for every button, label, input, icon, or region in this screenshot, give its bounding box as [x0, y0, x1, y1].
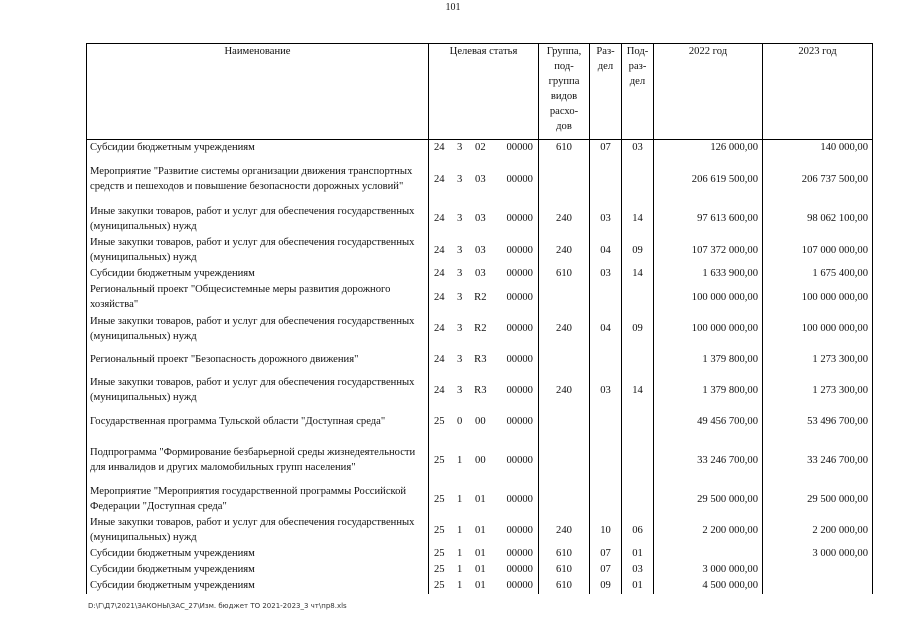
- target-article-part: 03: [475, 173, 486, 185]
- row-expense-group: 610: [539, 562, 590, 578]
- target-article-part: 24: [434, 173, 445, 185]
- target-article-part: 03: [475, 244, 486, 256]
- row-target-article: [429, 235, 539, 266]
- target-article-part: 00000: [506, 548, 533, 559]
- row-target-article: [429, 345, 539, 375]
- row-target-article: [429, 156, 539, 203]
- row-section: 03: [590, 375, 622, 406]
- row-subsection: [622, 282, 654, 313]
- row-expense-group: 240: [539, 515, 590, 546]
- row-amount-2023: 1 273 300,00: [763, 345, 873, 375]
- target-article-part: 3: [457, 354, 463, 365]
- row-subsection: [622, 345, 654, 375]
- target-article-part: 01: [475, 524, 486, 536]
- row-section: 07: [590, 546, 622, 562]
- row-amount-2022: 126 000,00: [654, 140, 763, 156]
- row-amount-2023: 2 200 000,00: [763, 515, 873, 546]
- target-article-part: 00: [475, 454, 486, 466]
- row-name: Мероприятие "Мероприятия государственной программы Российской Федерации "Доступная среда": [87, 484, 429, 515]
- header-expense-group: Группа, под- группа видов расхо- дов: [539, 44, 590, 140]
- target-article-part: 3: [457, 268, 463, 279]
- row-section: 07: [590, 140, 622, 156]
- row-amount-2023: 33 246 700,00: [763, 437, 873, 484]
- target-article-part: 00000: [506, 384, 533, 396]
- row-amount-2022: 29 500 000,00: [654, 484, 763, 515]
- row-amount-2022: 107 372 000,00: [654, 235, 763, 266]
- target-article-part: 3: [457, 244, 463, 256]
- row-section: 10: [590, 515, 622, 546]
- table-row: [87, 375, 873, 406]
- target-article-part: 01: [475, 548, 486, 559]
- target-article-part: 3: [457, 291, 463, 303]
- target-article-part: 25: [434, 580, 445, 591]
- target-article-part: 3: [457, 213, 463, 224]
- row-section: 07: [590, 562, 622, 578]
- row-target-article: [429, 313, 539, 345]
- target-article-part: 1: [457, 524, 463, 536]
- table-row: [87, 203, 873, 235]
- target-article-part: 1: [457, 564, 463, 575]
- target-article-part: 3: [457, 142, 463, 154]
- row-name: Субсидии бюджетным учреждениям: [87, 140, 429, 156]
- row-amount-2023: 53 496 700,00: [763, 406, 873, 437]
- target-article-part: 25: [434, 548, 445, 559]
- row-name: Региональный проект "Общесистемные меры развития дорожного хозяйства": [87, 282, 429, 313]
- row-target-article: [429, 375, 539, 406]
- row-amount-2022: 97 613 600,00: [654, 203, 763, 235]
- row-expense-group: 240: [539, 203, 590, 235]
- header-year-2023: 2023 год: [763, 44, 873, 140]
- row-expense-group: [539, 437, 590, 484]
- target-article-part: 25: [434, 564, 445, 575]
- row-section: [590, 156, 622, 203]
- target-article-part: 00: [475, 415, 486, 427]
- row-amount-2022: 100 000 000,00: [654, 282, 763, 313]
- row-target-article: [429, 515, 539, 546]
- row-amount-2023: 1 273 300,00: [763, 375, 873, 406]
- row-amount-2023: 1 675 400,00: [763, 266, 873, 282]
- row-name: Субсидии бюджетным учреждениям: [87, 578, 429, 594]
- target-article-part: 3: [457, 323, 463, 334]
- row-expense-group: 610: [539, 546, 590, 562]
- table-row: [87, 140, 873, 156]
- row-subsection: 03: [622, 140, 654, 156]
- target-article-part: 24: [434, 213, 445, 224]
- row-amount-2023: 100 000 000,00: [763, 282, 873, 313]
- row-expense-group: 610: [539, 578, 590, 594]
- target-article-part: 00000: [506, 244, 533, 256]
- row-subsection: 01: [622, 546, 654, 562]
- row-name: Иные закупки товаров, работ и услуг для обеспечения государственных (муниципальных) нужд: [87, 375, 429, 406]
- target-article-part: 24: [434, 291, 445, 303]
- row-subsection: 06: [622, 515, 654, 546]
- row-subsection: [622, 156, 654, 203]
- target-article-part: 0: [457, 415, 463, 427]
- file-path-footer: D:\Г\Д7\2021\ЗАКОНЫ\ЗАС_27\Изм. бюджет ТО 2021-2023_3 чт\пр8.xls: [88, 602, 347, 610]
- row-subsection: 09: [622, 313, 654, 345]
- target-article-part: 24: [434, 354, 445, 365]
- target-article-part: 02: [475, 142, 486, 154]
- target-article-part: 00000: [506, 142, 533, 154]
- row-subsection: [622, 406, 654, 437]
- target-article-part: 00000: [506, 268, 533, 279]
- table-row: [87, 406, 873, 437]
- target-article-part: R2: [474, 323, 487, 334]
- row-section: [590, 484, 622, 515]
- row-amount-2022: 206 619 500,00: [654, 156, 763, 203]
- row-amount-2023: 29 500 000,00: [763, 484, 873, 515]
- target-article-part: R3: [474, 384, 487, 396]
- target-article-part: 1: [457, 580, 463, 591]
- row-expense-group: 240: [539, 313, 590, 345]
- row-expense-group: [539, 345, 590, 375]
- row-expense-group: [539, 406, 590, 437]
- target-article-part: 00000: [506, 415, 533, 427]
- row-amount-2022: 2 200 000,00: [654, 515, 763, 546]
- budget-table-container: [86, 43, 873, 594]
- row-amount-2022: 1 633 900,00: [654, 266, 763, 282]
- row-target-article: [429, 546, 539, 562]
- target-article-part: 1: [457, 454, 463, 466]
- row-section: 03: [590, 266, 622, 282]
- row-section: 09: [590, 578, 622, 594]
- target-article-part: 3: [457, 384, 463, 396]
- target-article-part: 00000: [506, 213, 533, 224]
- table-row: [87, 282, 873, 313]
- target-article-part: 00000: [506, 323, 533, 334]
- row-target-article: [429, 406, 539, 437]
- target-article-part: 24: [434, 142, 445, 154]
- target-article-part: 24: [434, 384, 445, 396]
- header-section: Раз- дел: [590, 44, 622, 140]
- target-article-part: 03: [475, 268, 486, 279]
- target-article-part: 01: [475, 493, 486, 505]
- row-target-article: [429, 578, 539, 594]
- row-name: Региональный проект "Безопасность дорожного движения": [87, 345, 429, 375]
- row-section: [590, 437, 622, 484]
- header-name: Наименование: [87, 44, 429, 140]
- row-amount-2023: [763, 578, 873, 594]
- table-row: [87, 515, 873, 546]
- target-article-part: 24: [434, 268, 445, 279]
- table-row: [87, 266, 873, 282]
- header-year-2022: 2022 год: [654, 44, 763, 140]
- target-article-part: R3: [474, 354, 487, 365]
- row-name: Государственная программа Тульской области "Доступная среда": [87, 406, 429, 437]
- row-subsection: 14: [622, 203, 654, 235]
- row-name: Субсидии бюджетным учреждениям: [87, 546, 429, 562]
- target-article-part: 00000: [506, 454, 533, 466]
- table-header-row: [87, 44, 873, 140]
- row-amount-2022: 33 246 700,00: [654, 437, 763, 484]
- row-subsection: 09: [622, 235, 654, 266]
- row-amount-2023: 3 000 000,00: [763, 546, 873, 562]
- table-row: [87, 235, 873, 266]
- table-row: [87, 156, 873, 203]
- target-article-part: R2: [474, 291, 487, 303]
- row-subsection: 03: [622, 562, 654, 578]
- row-amount-2023: 100 000 000,00: [763, 313, 873, 345]
- row-amount-2022: 49 456 700,00: [654, 406, 763, 437]
- target-article-part: 00000: [506, 524, 533, 536]
- target-article-part: 1: [457, 493, 463, 505]
- target-article-part: 25: [434, 454, 445, 466]
- row-target-article: [429, 203, 539, 235]
- row-amount-2023: 140 000,00: [763, 140, 873, 156]
- target-article-part: 03: [475, 213, 486, 224]
- row-expense-group: 610: [539, 140, 590, 156]
- target-article-part: 01: [475, 564, 486, 575]
- row-section: [590, 406, 622, 437]
- row-section: 04: [590, 313, 622, 345]
- row-amount-2022: 3 000 000,00: [654, 562, 763, 578]
- row-subsection: [622, 484, 654, 515]
- table-row: [87, 345, 873, 375]
- row-section: 04: [590, 235, 622, 266]
- row-name: Иные закупки товаров, работ и услуг для обеспечения государственных (муниципальных) нужд: [87, 235, 429, 266]
- row-section: [590, 282, 622, 313]
- row-amount-2023: [763, 562, 873, 578]
- row-target-article: [429, 437, 539, 484]
- row-expense-group: [539, 282, 590, 313]
- target-article-part: 00000: [506, 354, 533, 365]
- target-article-part: 00000: [506, 580, 533, 591]
- row-expense-group: 240: [539, 375, 590, 406]
- row-target-article: [429, 140, 539, 156]
- row-amount-2022: 1 379 800,00: [654, 375, 763, 406]
- table-row: [87, 578, 873, 594]
- target-article-part: 3: [457, 173, 463, 185]
- row-name: Иные закупки товаров, работ и услуг для обеспечения государственных (муниципальных) нужд: [87, 515, 429, 546]
- row-target-article: [429, 484, 539, 515]
- row-amount-2022: 4 500 000,00: [654, 578, 763, 594]
- table-row: [87, 562, 873, 578]
- row-name: Иные закупки товаров, работ и услуг для обеспечения государственных (муниципальных) нужд: [87, 313, 429, 345]
- target-article-part: 24: [434, 323, 445, 334]
- row-expense-group: 240: [539, 235, 590, 266]
- table-row: [87, 546, 873, 562]
- row-target-article: [429, 562, 539, 578]
- row-expense-group: [539, 156, 590, 203]
- row-target-article: [429, 282, 539, 313]
- header-subsection: Под- раз- дел: [622, 44, 654, 140]
- table-row: [87, 484, 873, 515]
- row-section: [590, 345, 622, 375]
- row-amount-2022: 1 379 800,00: [654, 345, 763, 375]
- row-amount-2023: 98 062 100,00: [763, 203, 873, 235]
- target-article-part: 01: [475, 580, 486, 591]
- row-expense-group: [539, 484, 590, 515]
- row-subsection: 14: [622, 266, 654, 282]
- row-subsection: 01: [622, 578, 654, 594]
- target-article-part: 25: [434, 415, 445, 427]
- target-article-part: 25: [434, 524, 445, 536]
- row-amount-2022: 100 000 000,00: [654, 313, 763, 345]
- target-article-part: 24: [434, 244, 445, 256]
- row-name: Субсидии бюджетным учреждениям: [87, 266, 429, 282]
- target-article-part: 00000: [506, 291, 533, 303]
- row-target-article: [429, 266, 539, 282]
- table-row: [87, 437, 873, 484]
- row-expense-group: 610: [539, 266, 590, 282]
- target-article-part: 00000: [506, 564, 533, 575]
- table-row: [87, 313, 873, 345]
- target-article-part: 00000: [506, 493, 533, 505]
- budget-table: [86, 43, 873, 594]
- row-name: Субсидии бюджетным учреждениям: [87, 562, 429, 578]
- target-article-part: 1: [457, 548, 463, 559]
- row-amount-2022: [654, 546, 763, 562]
- target-article-part: 00000: [506, 173, 533, 185]
- row-name: Иные закупки товаров, работ и услуг для обеспечения государственных (муниципальных) нужд: [87, 203, 429, 235]
- page-number: 101: [445, 2, 461, 13]
- header-target-article: Целевая статья: [429, 44, 539, 140]
- row-name: Мероприятие "Развитие системы организации движения транспортных средств и пешеходов и повышение безопасности дорожных условий": [87, 156, 429, 203]
- row-section: 03: [590, 203, 622, 235]
- row-amount-2023: 206 737 500,00: [763, 156, 873, 203]
- row-subsection: [622, 437, 654, 484]
- target-article-part: 25: [434, 493, 445, 505]
- row-amount-2023: 107 000 000,00: [763, 235, 873, 266]
- row-name: Подпрограмма "Формирование безбарьерной среды жизнедеятельности для инвалидов и других маломобильных групп населения": [87, 437, 429, 484]
- row-subsection: 14: [622, 375, 654, 406]
